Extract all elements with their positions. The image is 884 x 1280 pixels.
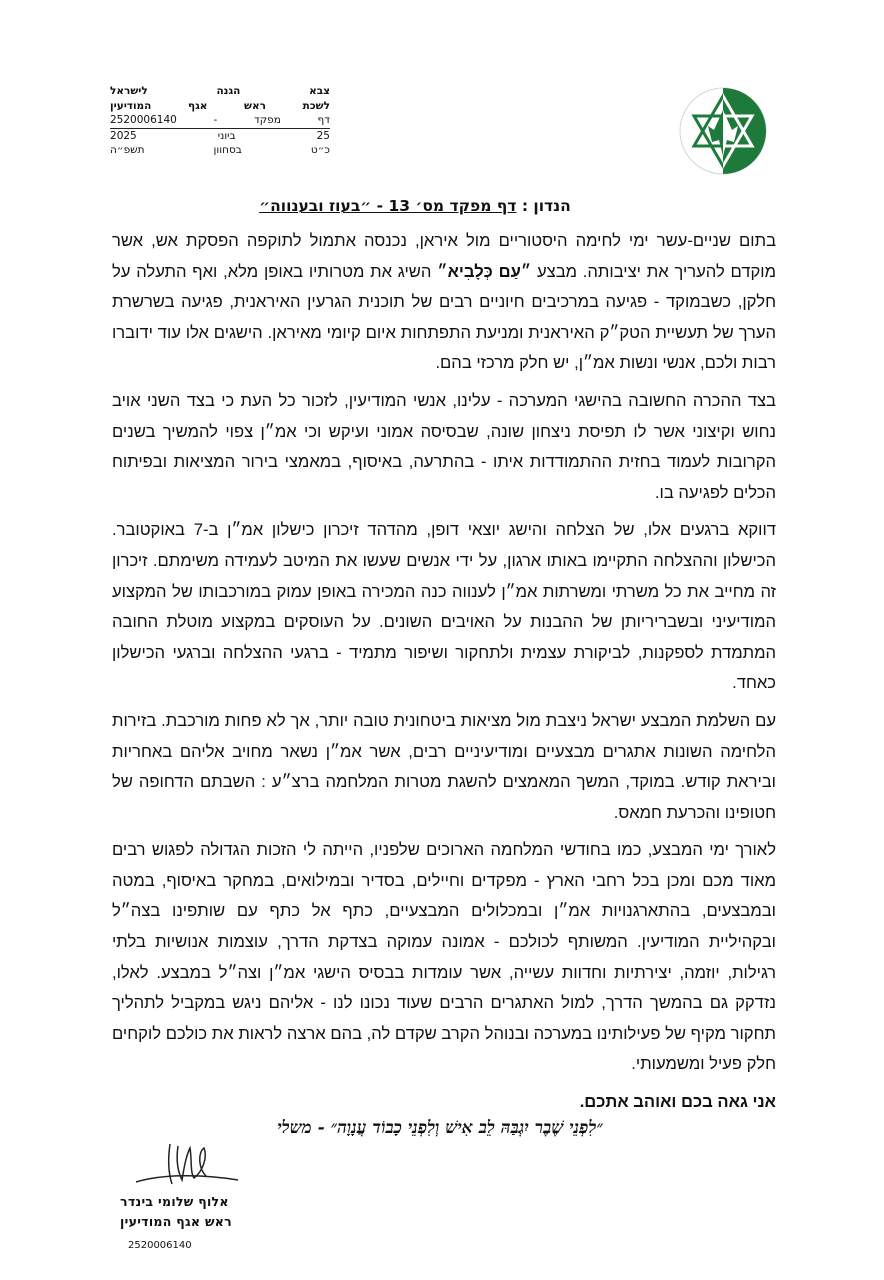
date-year: 2025 [110,129,137,142]
letterhead-block [110,84,330,158]
body-paragraph-3: דווקא ברגעים אלו, של הצלחה והישג יוצאי דופן, מהדהד זיכרון כישלון אמ״ן ב-7 באוקטובר. הכישלון וההצלחה התקיימו באותו ארגון, על ידי אנשים שעשו את המיטב לעמידה משימתם. זיכרון זה מחייב את כל משרתי ומשרתות אמ״ן לענווה כנה המכירה באופן עמוק במורכבותו של המקצוע המודיעיני ובשבריריותן של ההבנות על האויבים השונים. על העוסקים במקצוע מוטלת החובה המתמדת לספקנות, לביקורת עצמית ולתחקור ושיפור מתמיד - ברגעי ההצלחה וברגעי הכישלון כאחד. [112,520,776,693]
signatory-role: ראש אגף המודיעין [120,1214,232,1229]
letterhead-word: דף [317,114,330,126]
handwritten-signature-icon [132,1138,242,1190]
letterhead-word: לישראל [110,85,148,97]
letterhead-row-org [110,84,330,99]
letterhead-word: צבא [309,85,330,97]
signatory-name: אלוף שלומי בינדר [120,1194,229,1209]
letterhead-row-office [110,99,330,114]
hebrew-date-month: בסחוון [213,144,242,156]
letterhead-word: המודיעין [110,99,152,112]
hebrew-date-year: תשפ״ה [110,144,145,156]
hebrew-date-day: כ״ט [310,144,330,156]
letterhead-word: - [213,114,218,126]
letterhead-word: מפקד [253,114,281,126]
body-paragraph-4: עם השלמת המבצע ישראל ניצבת מול מציאות ביטחונית טובה יותר, אך לא פחות מורכבת. בזירות הלחימה השונות אתגרים מבצעיים ומודיעיניים רבים, אשר אמ״ן נשאר מחויב אליהם באחריות וביראת קודש. במוקד, המשך המאמצים להשגת מטרות המלחמה ברצ״ע : השבתם הדחופה של חטופינו והכרעת חמאס. [112,710,776,822]
body-paragraph-5: לאורך ימי המבצע, כמו בחודשי המלחמה הארוכים שלפניו, הייתה לי הזכות הגדולה לפגוש רבים מאוד מכם ומכן בכל רחבי הארץ - מפקדים וחיילים, בסדיר ובמילואים, במחקר באיסוף, במטה ובמבצעים, בהתארגנויות אמ״ן ובמכלולים המבצעיים, כתף אל כתף עם שותפינו בצה״ל ובקהיליית המודיעין. המשותף לכולכם - אמונה עמוקה בצדקת הדרך, עוצמות אנושיות בלתי רגילות, יוזמה, יצירתיות וחדוות עשייה, אשר עומדות בבסיס הישגי אמ״ן וצה״ל במבצע. לאלו, נזדקק גם בהמשך הדרך, למול האתגרים הרבים שעוד נכונו לנו - אליהם ניגש במקביל לתהליך תחקור מקיף של פעילותינו במערכה ובנוהל הקרב שקדם לה, בהם ארצה לראות את כולכם לוקחים חלק פעיל ומשמעותי. [112,840,776,1074]
date-day: 25 [316,129,330,142]
memo-subject [110,197,720,215]
paragraph-text: בתום שניים-עשר ימי לחימה היסטוריים מול איראן, נכנסה אתמול לתוקפה הפסקת אש, אשר מוקדם להעריך את יציבותה. מבצע [112,231,776,281]
letterhead-word: ראש [244,99,266,112]
letterhead-word: הגנה [216,85,241,97]
operation-name: ״עַם כְּלָבִיא״ [437,261,532,281]
body-paragraph-1 [112,226,776,379]
footer-doc-number: 2520006140 [128,1240,192,1251]
date-month: ביוני [217,129,236,142]
doc-number: 2520006140 [110,114,177,126]
paragraph-text: השיג את מטרותיו באופן מלא, ואף התעלה על חלקן, כשבמוקד - פגיעה במרכיבים חיוניים רבים של תוכנית הגרעין האיראנית, פגיעה בשרשרת הערך של תעשיית הטק״ק האיראנית ומניעת התפתחות איום קיומי מאיראן. הישגים אלו עוד ידוברו רבות ולכם, אנשי ונשות אמ״ן, יש חלק מרכזי בהם. [112,261,776,373]
proverb-quote: ״לִפְנֵי שֶׁבֶר יִגְבַּהּ לֵב אִישׁ וְלִפְנֵי כָבוֹד עֲנָוָה״ - משלי [277,1118,603,1138]
closing-line: אני גאה בכם ואוהב אתכם. [579,1092,776,1112]
body-paragraph-2: בצד ההכרה החשובה בהישגי המערכה - עלינו, אנשי המודיעין, לזכור כל העת כי בצד השני אויב נחוש וקיצוני אשר לו תפיסת ניצחון שונה, שבסיסה אמוני ועיקש וכי אמ״ן צפוי להמשיך בשנים הקרובות לעמוד בחזית ההתמודדות איתו - בהתרעה, באיסוף, במאמצי בירור המציאות ובפיתוח הכלים לפגיעה בו. [112,390,776,502]
subject-title: דף מפקד מס׳ 13 - ״בעוז ובענווה״ [259,197,517,215]
memo-body [112,226,776,1125]
subject-prefix: הנדון : [521,197,571,215]
letterhead-row-hebrew-date [110,143,330,158]
intelligence-emblem-logo-icon [678,86,768,176]
letterhead-word: אגף [187,99,208,112]
letterhead-row-gregorian-date [110,129,330,144]
letterhead-word: לשכת [302,99,330,112]
letterhead-row-docref [110,113,330,129]
